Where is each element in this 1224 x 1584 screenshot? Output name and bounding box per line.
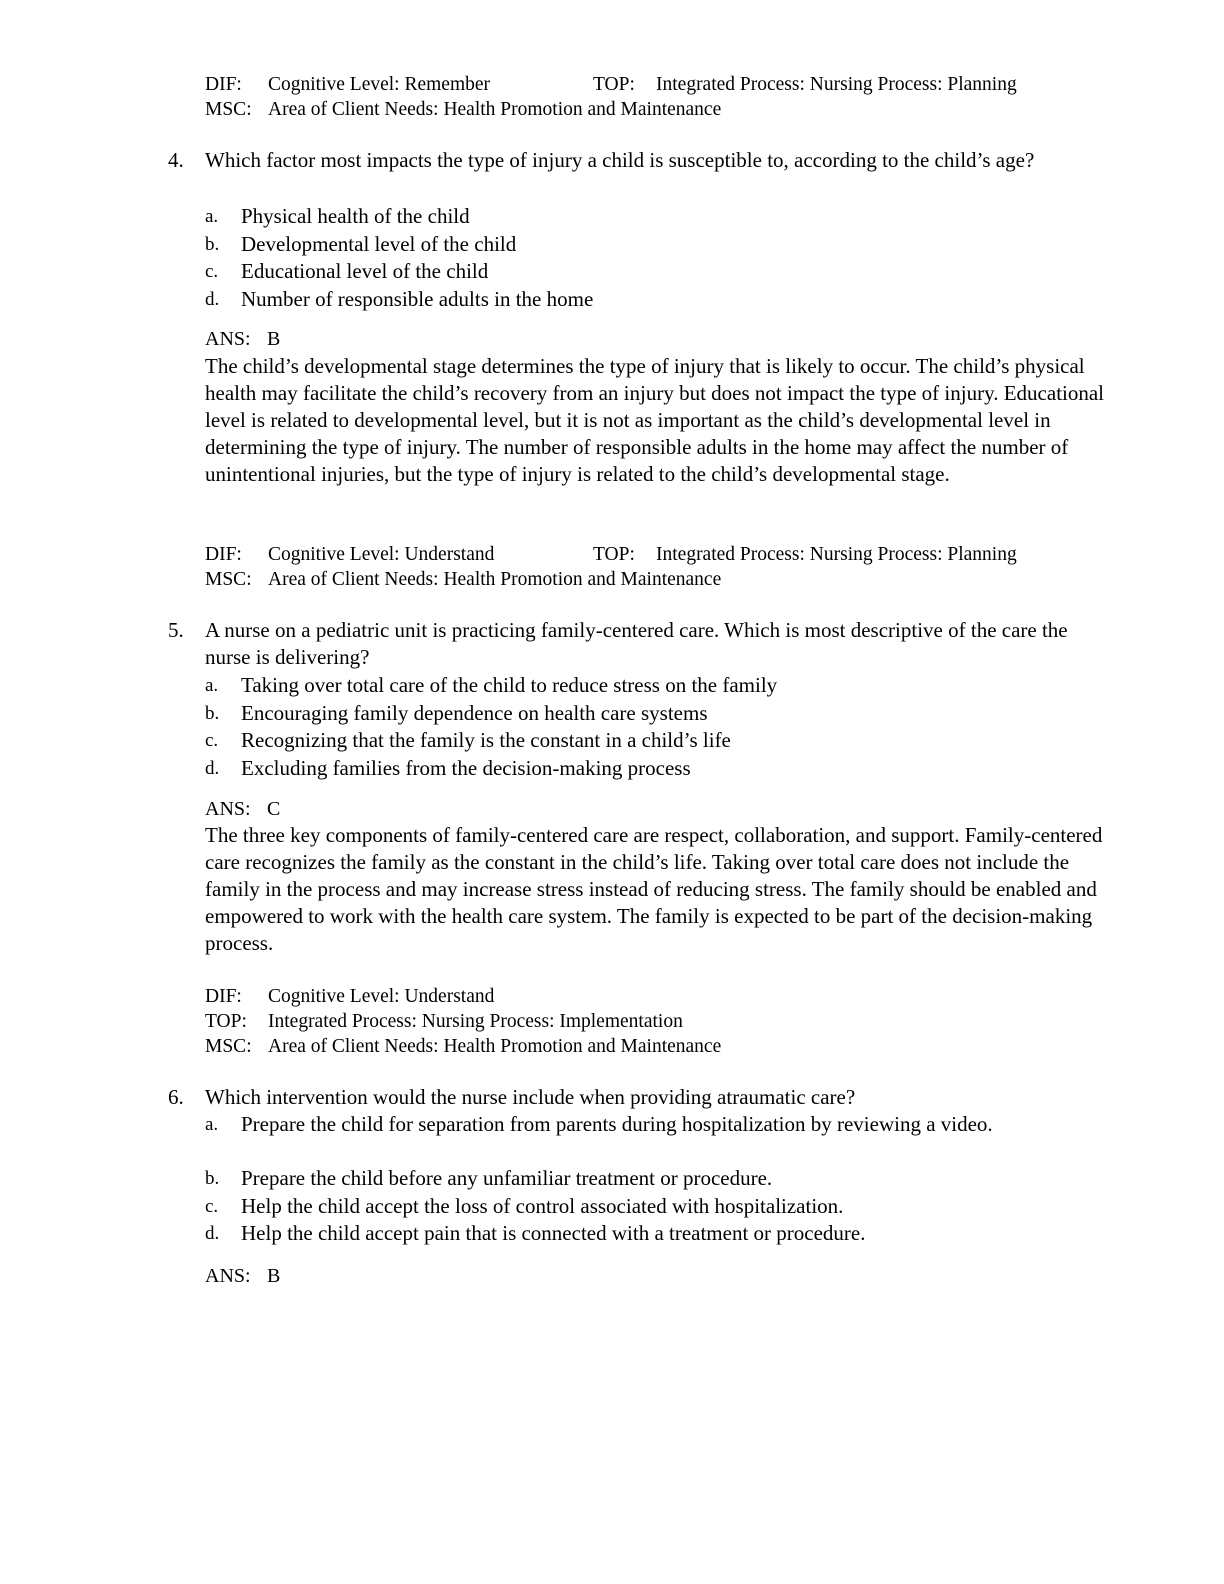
question-number: 6. (168, 1085, 184, 1109)
question-stem: Which factor most impacts the type of injury a child is susceptible to, according to the child’s age? (205, 148, 1035, 172)
top-value: Integrated Process: Nursing Process: Implementation (268, 1011, 683, 1032)
option-c (205, 258, 1105, 286)
rationale-q4: The child’s developmental stage determines the type of injury that is likely to occur. The child’s physical health may facilitate the child’s recovery from an injury but does not impact the type of injury. Educational level is related to developmental level, but it is not as important as the child’s developmental level in determining the type of injury. The number of responsible adults in the home may affect the number of unintentional injuries, but the type of injury is related to the child’s developmental stage. (205, 354, 1105, 486)
answer-label: ANS: (205, 1265, 251, 1287)
top-label: TOP: (205, 1011, 247, 1032)
option-text: Taking over total care of the child to reduce stress on the family (241, 673, 778, 697)
options-list-q4 (205, 203, 1105, 313)
option-letter: b. (205, 702, 220, 724)
option-a (205, 672, 1105, 700)
option-text: Prepare the child for separation from parents during hospitalization by reviewing a video. (241, 1112, 993, 1136)
option-text: Excluding families from the decision-making process (241, 755, 691, 780)
msc-label: MSC: (205, 569, 252, 590)
option-letter: a. (205, 1114, 219, 1135)
option-text: Developmental level of the child (241, 231, 517, 256)
dif-value: Cognitive Level: Remember (268, 74, 491, 95)
option-letter: c. (205, 1195, 219, 1217)
dif-label: DIF: (205, 986, 242, 1007)
option-text: Educational level of the child (241, 259, 489, 283)
dif-value: Cognitive Level: Understand (268, 544, 495, 565)
msc-value: Area of Client Needs: Health Promotion and Maintenance (268, 1036, 722, 1057)
top-value: Integrated Process: Nursing Process: Planning (656, 544, 1017, 565)
option-a (205, 1111, 1105, 1165)
option-text: Prepare the child before any unfamiliar treatment or procedure. (241, 1166, 773, 1190)
option-letter: b. (205, 1168, 220, 1189)
option-letter: d. (205, 757, 220, 779)
answer-q6 (205, 1263, 280, 1290)
top-value: Integrated Process: Nursing Process: Planning (656, 74, 1017, 95)
msc-value: Area of Client Needs: Health Promotion and Maintenance (268, 569, 722, 590)
msc-label: MSC: (205, 1036, 252, 1057)
option-text: Physical health of the child (241, 204, 470, 228)
options-list-q6 (205, 1111, 1105, 1248)
option-letter: b. (205, 233, 220, 255)
option-d (205, 755, 1105, 783)
option-c (205, 727, 1105, 755)
option-text: Help the child accept the loss of control associated with hospitalization. (241, 1193, 844, 1218)
option-letter: c. (205, 730, 219, 751)
question-number: 5. (168, 618, 184, 642)
question-number: 4. (168, 148, 184, 172)
question-stem: A nurse on a pediatric unit is practicing family-centered care. Which is most descriptive of the care the nurse is delivering? (205, 618, 1068, 669)
option-a (205, 203, 1105, 231)
msc-value: Area of Client Needs: Health Promotion and Maintenance (268, 99, 722, 120)
option-letter: d. (205, 288, 220, 310)
option-c (205, 1193, 1105, 1221)
option-letter: a. (205, 206, 219, 227)
option-d (205, 286, 1105, 314)
option-letter: a. (205, 675, 219, 696)
answer-q4 (205, 326, 280, 353)
option-text: Number of responsible adults in the home (241, 286, 594, 311)
msc-label: MSC: (205, 99, 252, 120)
answer-value: C (267, 798, 281, 820)
answer-value: B (267, 328, 281, 350)
rationale-q5: The three key components of family-centered care are respect, collaboration, and support. Family-centered care recognizes the family as the constant in the child’s life. Taking over total care does not include the family in the process and may increase stress instead of reducing stress. The family should be enabled and empowered to work with the health care system. The family is expected to be part of the decision-making process. (205, 823, 1103, 955)
question-stem: Which intervention would the nurse include when providing atraumatic care? (205, 1085, 856, 1109)
options-list-q5 (205, 672, 1105, 782)
option-b (205, 1165, 1105, 1193)
answer-q5 (205, 796, 280, 823)
dif-label: DIF: (205, 544, 242, 565)
dif-label: DIF: (205, 74, 242, 95)
option-text: Encouraging family dependence on health care systems (241, 700, 708, 725)
option-letter: c. (205, 261, 219, 282)
option-d (205, 1220, 1105, 1248)
option-text: Recognizing that the family is the constant in a child’s life (241, 728, 731, 752)
option-text: Help the child accept pain that is connected with a treatment or procedure. (241, 1221, 866, 1245)
answer-value: B (267, 1265, 281, 1287)
answer-label: ANS: (205, 798, 251, 820)
option-b (205, 700, 1105, 728)
top-label: TOP: (593, 544, 635, 565)
option-letter: d. (205, 1223, 220, 1244)
dif-value: Cognitive Level: Understand (268, 986, 495, 1007)
option-b (205, 231, 1105, 259)
answer-label: ANS: (205, 328, 251, 350)
top-label: TOP: (593, 74, 635, 95)
